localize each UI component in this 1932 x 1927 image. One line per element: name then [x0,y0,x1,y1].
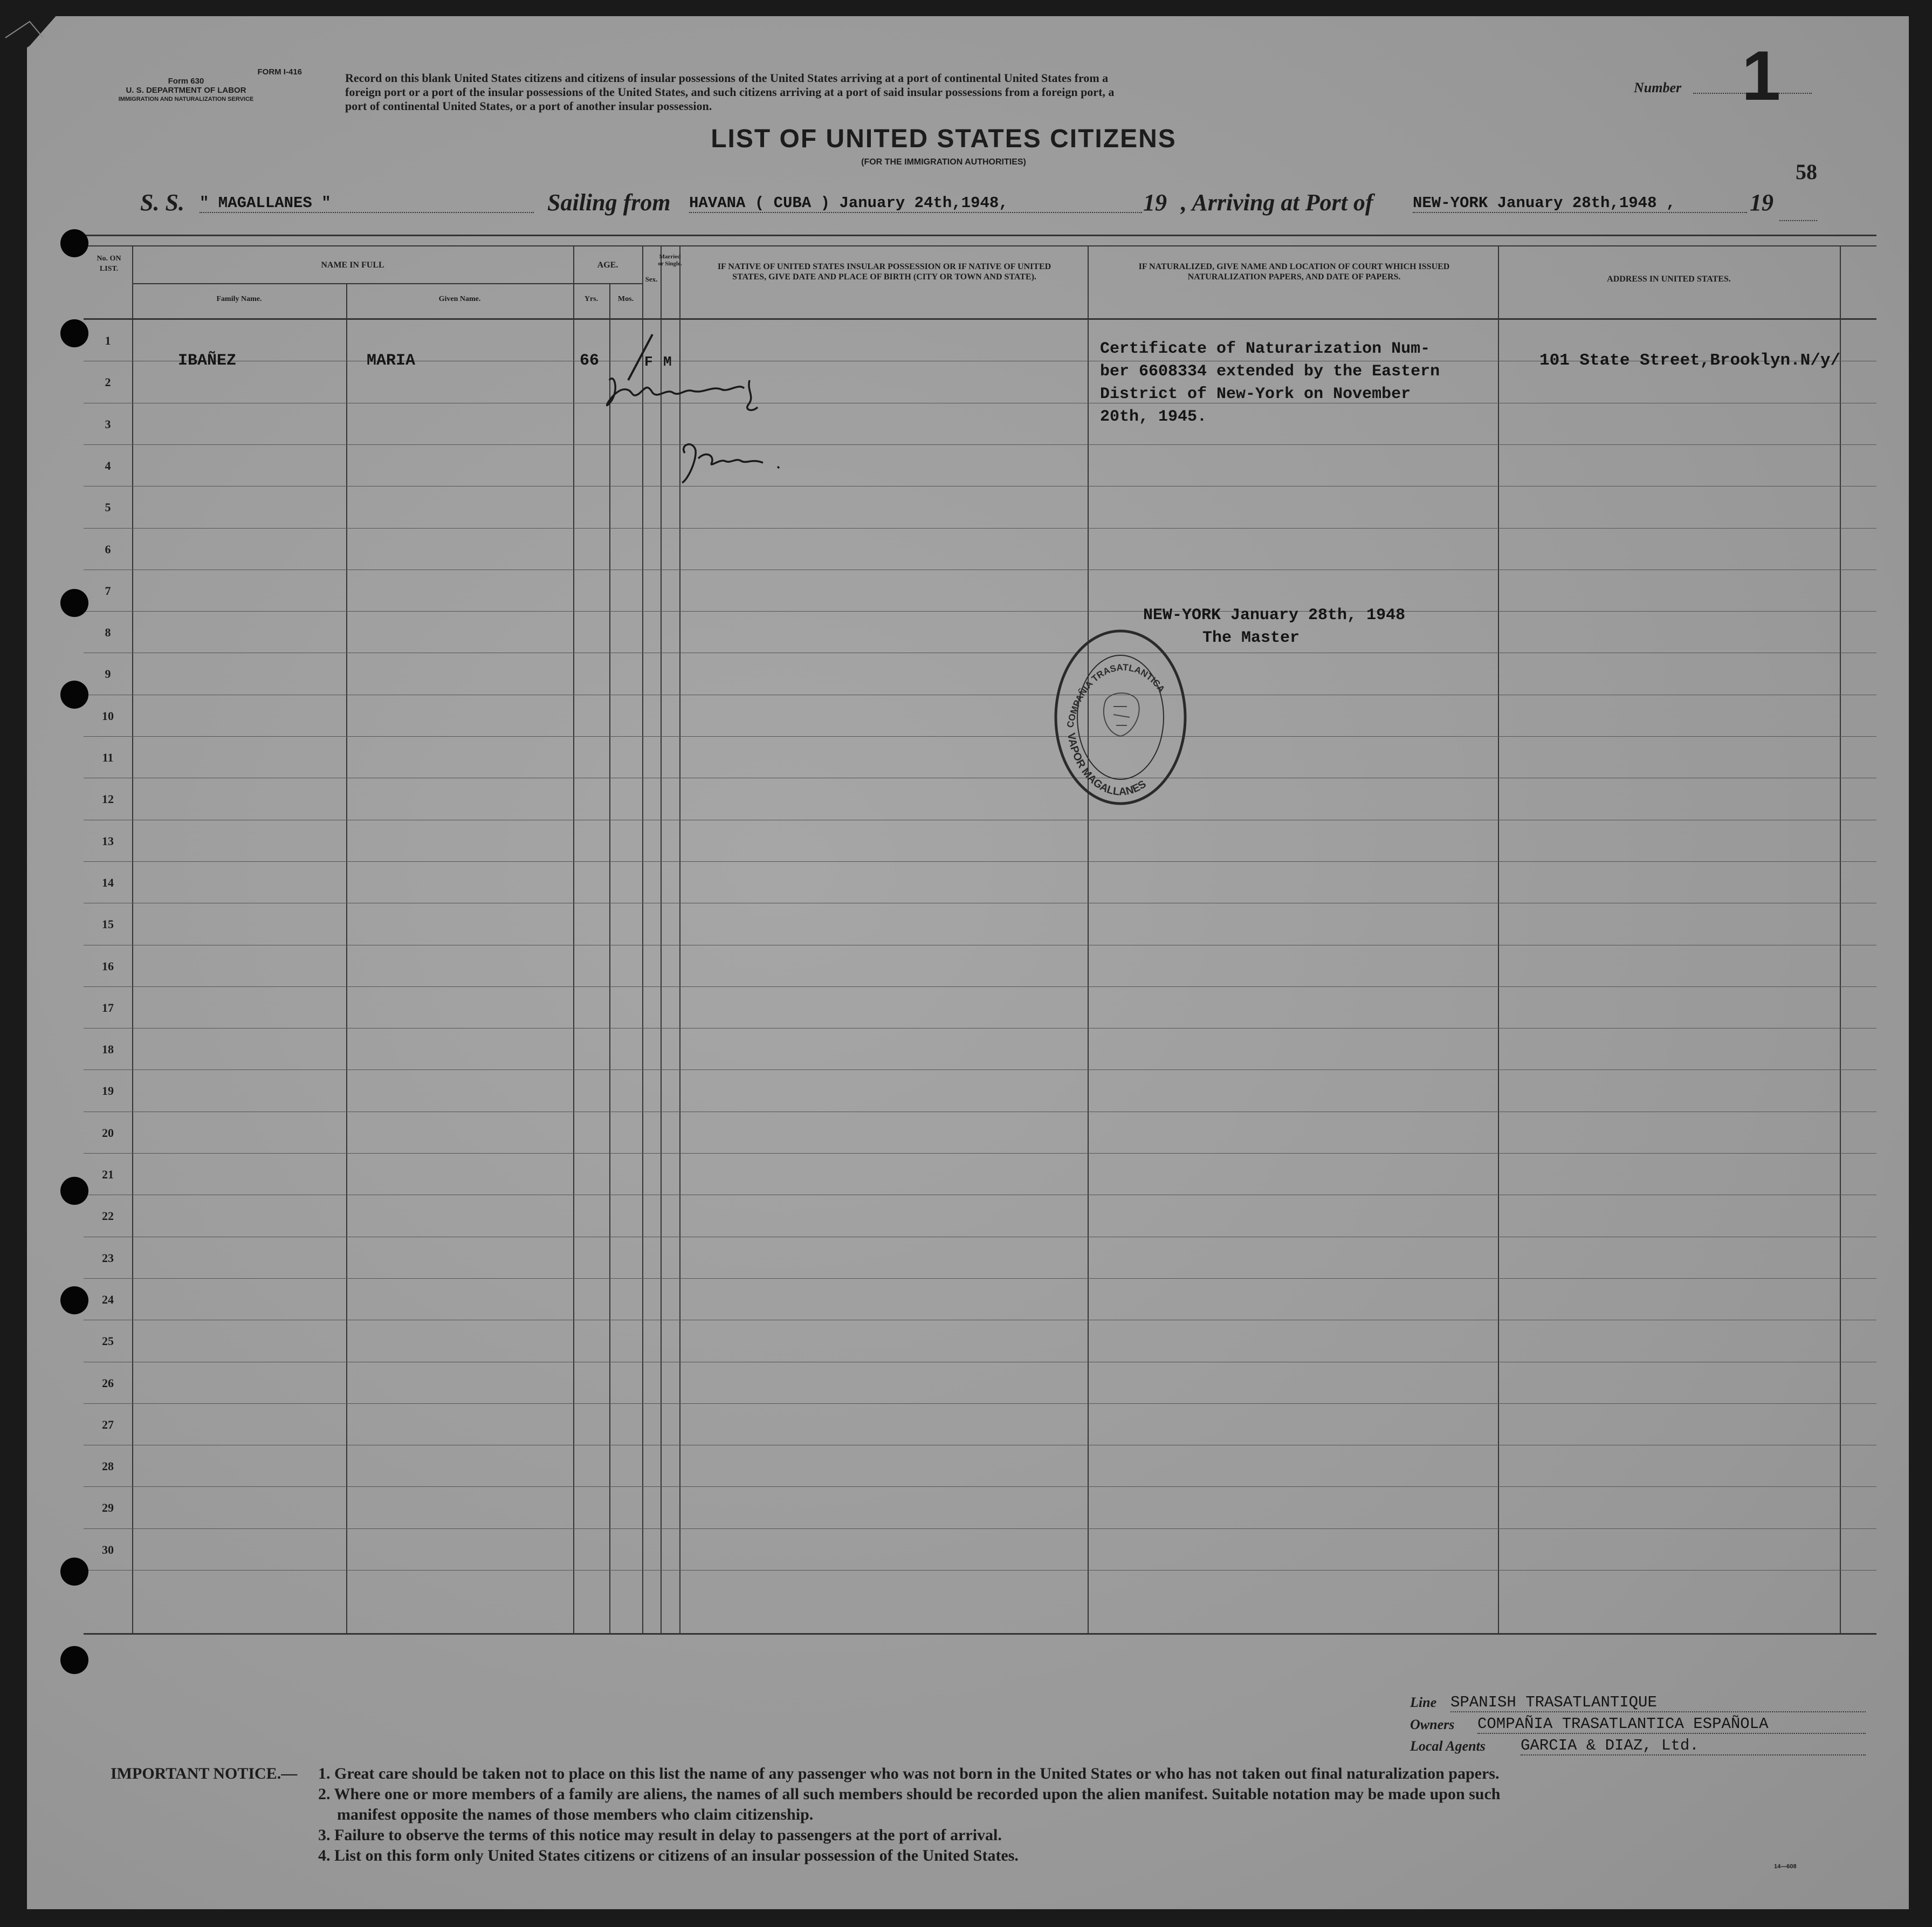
header-yrs: Yrs. [584,295,599,303]
col-divider [132,245,133,1634]
punch-hole [60,1177,88,1205]
punch-hole [60,229,88,257]
seal-text-top: COMPAÑIA TRASATLANTICA [1065,662,1167,729]
family-name-cell: IBAÑEZ [178,352,237,370]
naturalization-line: Certificate of Naturarization Num- [1100,340,1431,358]
row-number: 30 [102,1542,114,1556]
col-divider [1840,245,1841,1634]
table-row [84,528,1876,529]
table-top-rule-2 [84,245,1876,246]
col-divider [1088,245,1089,1634]
instruction-line: port of continental United States, or a port of another insular possession. [345,99,712,113]
svg-text:COMPAÑIA TRASATLANTICA [1065,662,1167,729]
table-top-rule [84,235,1876,236]
header-family-name: Family Name. [216,295,262,303]
row-number: 29 [102,1501,114,1515]
row-number: 1 [105,334,111,347]
row-number: 18 [102,1043,114,1057]
sex-cell: F [644,354,653,370]
naturalization-line: 20th, 1945. [1100,408,1207,426]
age-header-rule [573,283,642,284]
row-number: 3 [105,417,111,431]
page-title: LIST OF UNITED STATES CITIZENS [711,125,1177,153]
form-number: FORM I-416 [257,67,302,77]
notice-item: 1. Great care should be taken not to place on this list the name of any passenger who was not born in the United States or who has not taken out final naturalization papers. [318,1765,1500,1782]
row-number: 22 [102,1209,114,1223]
signoff-master: The Master [1202,629,1300,647]
col-divider [1498,245,1499,1634]
punch-hole [60,1286,88,1314]
table-row [84,1403,1876,1404]
row-number: 2 [105,375,111,389]
header-bottom-rule [84,318,1876,320]
punch-hole [60,589,88,617]
notice-item: 2. Where one or more members of a family are aliens, the names of all such members should be recorded upon the alien manifest. Suitable notation may be made upon such [318,1785,1501,1803]
table-row [84,861,1876,862]
row-number: 8 [105,626,111,640]
header-native: IF NATIVE OF UNITED STATES INSULAR POSSESSION OR IF NATIVE OF UNITED STATES, GIVE DATE AND PLACE OF BIRTH (CITY OR TOWN AND STATE). [717,262,1051,282]
row-number: 19 [102,1084,114,1098]
punch-hole [60,1646,88,1674]
row-number: 25 [102,1334,114,1348]
arriving-label: , Arriving at Port of [1181,189,1373,216]
notice-item: 3. Failure to observe the terms of this notice may result in delay to passengers at the port of arrival. [318,1826,1002,1844]
line-label: Line [1410,1695,1437,1710]
row-number: 11 [102,751,114,764]
col-divider [573,245,574,1634]
married-cell: M [663,354,672,370]
sailing-label: Sailing from [547,189,671,216]
row-number: 16 [102,959,114,973]
name-header-rule [132,283,573,284]
given-name-cell: MARIA [367,352,416,370]
notice-item: manifest opposite the names of those members who claim citizenship. [337,1806,814,1823]
row-number: 24 [102,1292,114,1306]
header-married: Married or Single. [658,253,682,267]
table-row [84,1278,1876,1279]
page-subtitle: (FOR THE IMMIGRATION AUTHORITIES) [861,157,1026,167]
header-name-in-full: NAME IN FULL [321,260,384,270]
row-number: 5 [105,500,111,515]
table-row [84,1528,1876,1529]
signoff-place-date: NEW-YORK January 28th, 1948 [1143,606,1406,625]
row-number: 28 [102,1459,114,1473]
row-number: 12 [102,792,114,806]
instruction-line: foreign port or a port of the insular possessions of the United States, and such citizens arriving at a port of said insular possessions from a foreign port, a [345,85,1115,99]
agents-label: Local Agents [1410,1738,1486,1754]
number-label: Number [1634,80,1682,95]
torn-corner [0,0,75,76]
table-bottom-rule [84,1633,1876,1635]
table-row [84,444,1876,445]
row-number: 7 [105,584,111,598]
header-naturalized: IF NATURALIZED, GIVE NAME AND LOCATION OF COURT WHICH ISSUED NATURALIZATION PAPERS, AND DATE OF PAPERS. [1138,262,1450,282]
row-number: 17 [102,1000,114,1014]
age-cell: 66 [580,352,600,370]
row-number: 4 [105,458,111,472]
table-row [84,1486,1876,1487]
service: IMMIGRATION AND NATURALIZATION SERVICE [118,96,254,102]
line-value: SPANISH TRASATLANTIQUE [1450,1693,1866,1712]
svg-text:VAPOR MAGALLANES [1065,732,1149,798]
row-number: 14 [102,875,114,889]
table-row [84,1153,1876,1154]
important-notice-list [318,1764,1893,1866]
table-row [84,736,1876,737]
address-cell: 101 State Street,Brooklyn.N/y/ [1539,351,1841,370]
sailing-from: HAVANA ( CUBA ) January 24th,1948, [689,194,1142,213]
notice-item: 4. List on this form only United States citizens or citizens of an insular possession of the United States. [318,1847,1019,1864]
table-row [84,1570,1876,1571]
year-prefix: 19 [1750,189,1773,216]
header-given-name: Given Name. [438,295,481,303]
naturalization-line: District of New-York on November [1100,385,1411,403]
punch-hole [60,319,88,347]
row-number: 21 [102,1168,114,1181]
owners-value: COMPAÑIA TRASATLANTICA ESPAÑOLA [1477,1715,1866,1734]
row-number: 6 [105,542,111,556]
row-number: 27 [102,1417,114,1431]
handwritten-annotation [577,329,825,491]
instructions [345,71,1585,113]
form-old-number: Form 630 [168,77,204,86]
agents-value: GARCIA & DIAZ, Ltd. [1521,1737,1866,1755]
row-number: 15 [102,917,114,931]
punch-hole [60,681,88,709]
number-value: 1 [1742,36,1781,115]
row-number: 20 [102,1126,114,1140]
ship-name: " MAGALLANES " [200,194,534,213]
year-prefix: 19 [1143,189,1167,216]
row-number: 26 [102,1376,114,1390]
print-code: 14—608 [1774,1863,1797,1870]
naturalization-line: ber 6608334 extended by the Eastern [1100,362,1440,381]
ss-label: S. S. [140,189,184,216]
table-row [84,611,1876,612]
owners-label: Owners [1410,1717,1455,1732]
arriving-port: NEW-YORK January 28th,1948 , [1413,194,1747,213]
punch-hole [60,1558,88,1586]
header-mos: Mos. [617,295,634,303]
manifest-sheet [27,16,1909,1909]
stamp-number: 58 [1796,160,1817,184]
table-row [84,986,1876,987]
header-sex: Sex. [645,275,658,283]
form-identifier [70,67,302,104]
row-number: 13 [102,834,114,848]
year-underline [1779,220,1817,221]
department: U. S. DEPARTMENT OF LABOR [126,86,246,95]
row-number: 9 [105,667,111,681]
header-age: AGE. [597,260,618,270]
header-no: No. ON LIST. [97,255,121,273]
row-number: 10 [102,709,114,723]
row-number: 23 [102,1251,114,1265]
table-row [84,1069,1876,1070]
instruction-line: Record on this blank United States citizens and citizens of insular possessions of the United States arriving at a port of continental United States from a [345,71,1109,85]
ship-seal-stamp [1051,626,1189,809]
header-address: ADDRESS IN UNITED STATES. [1607,275,1731,284]
seal-text-bottom: VAPOR MAGALLANES [1064,732,1149,798]
important-notice-heading: IMPORTANT NOTICE.— [111,1765,298,1782]
